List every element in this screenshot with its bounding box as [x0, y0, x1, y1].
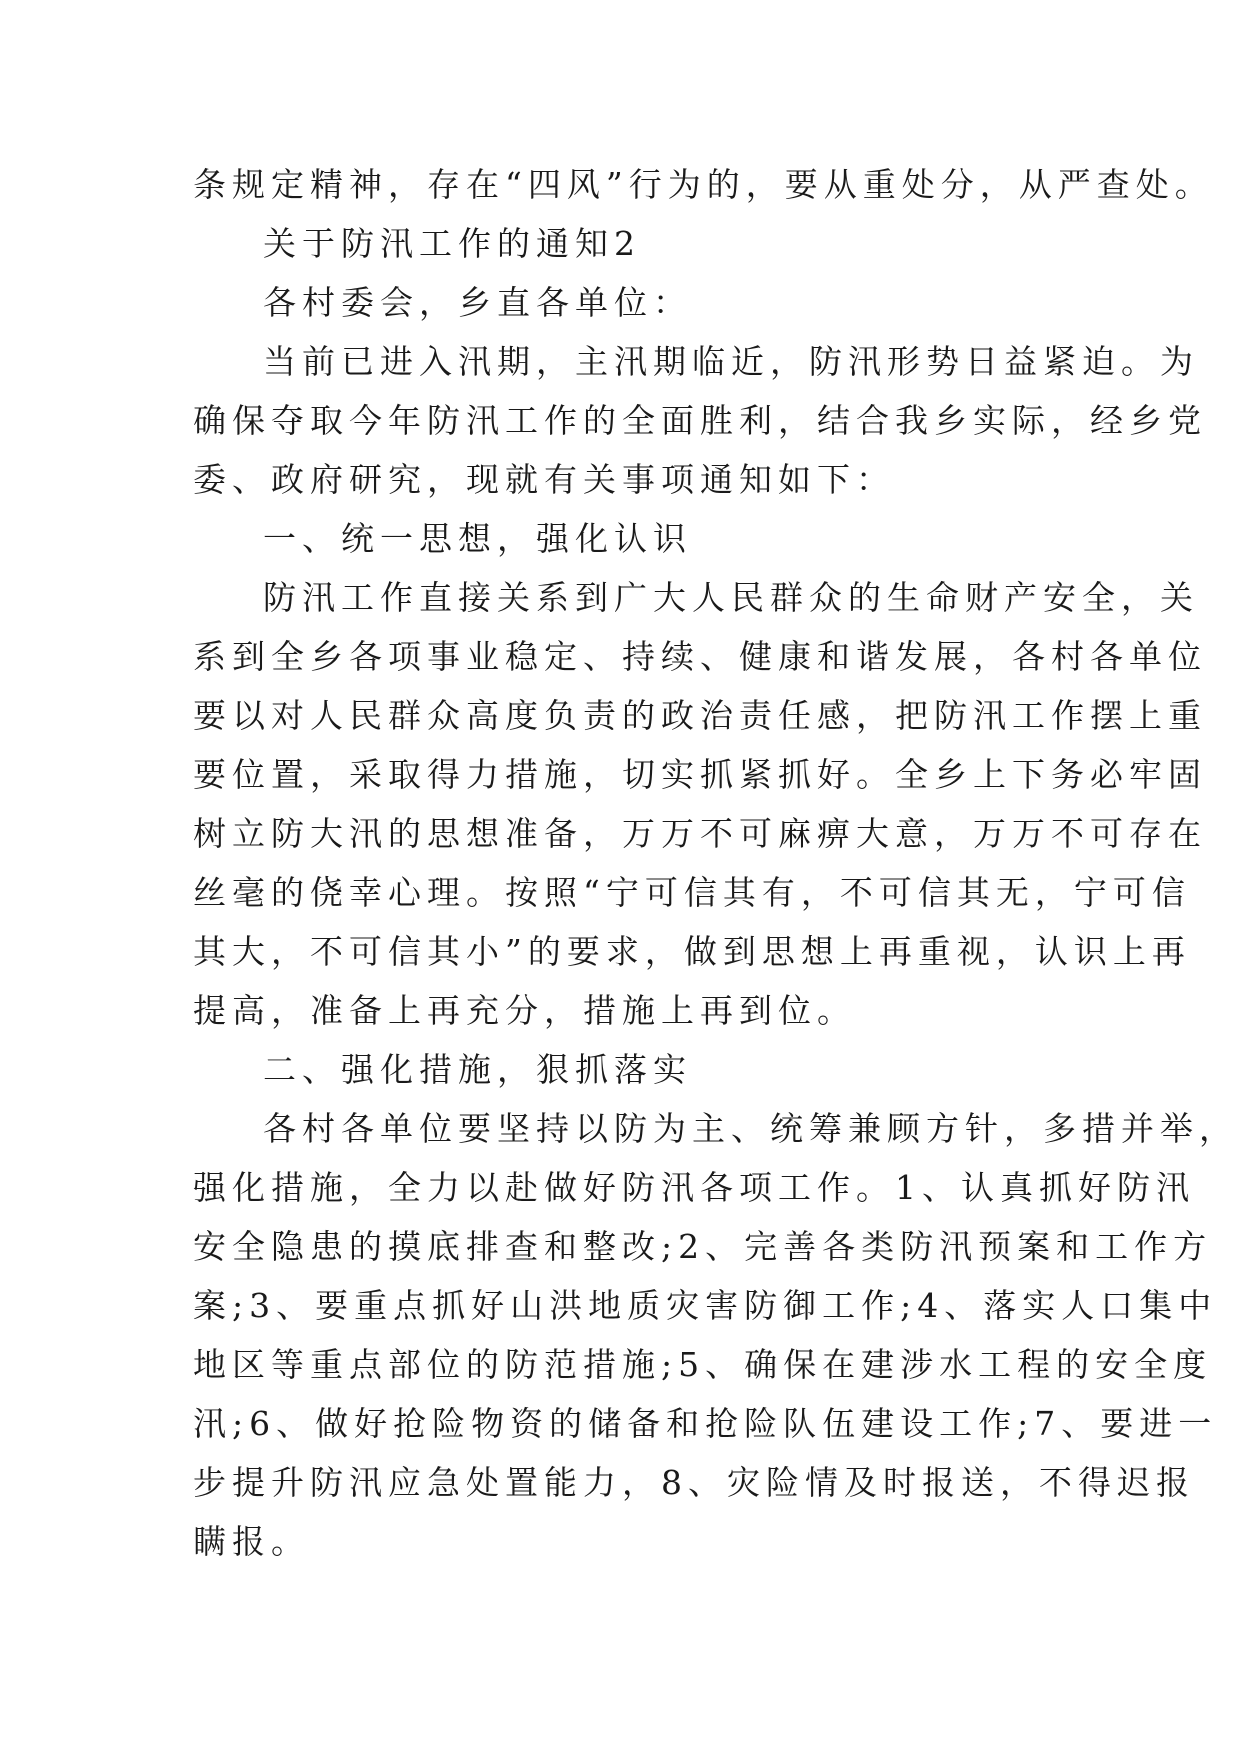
- text-line: 树立防大汛的思想准备，万万不可麻痹大意，万万不可存在: [193, 814, 1207, 853]
- text-line: 各村各单位要坚持以防为主、统筹兼顾方针，多措并举，: [263, 1109, 1238, 1148]
- text-line: 其大，不可信其小”的要求，做到思想上再重视，认识上再: [193, 932, 1191, 971]
- text-line: 确保夺取今年防汛工作的全面胜利，结合我乡实际，经乡党: [193, 401, 1207, 440]
- text-line: 委、政府研究，现就有关事项通知如下：: [193, 460, 895, 499]
- text-line: 汛;6、做好抢险物资的储备和抢险队伍建设工作;7、要进一: [193, 1404, 1218, 1443]
- text-line: 步提升防汛应急处置能力，8、灾险情及时报送，不得迟报: [193, 1463, 1195, 1502]
- text-line: 要以对人民群众高度负责的政治责任感，把防汛工作摆上重: [193, 696, 1207, 735]
- salutation: 各村委会，乡直各单位：: [263, 283, 692, 322]
- text-line: 防汛工作直接关系到广大人民群众的生命财产安全，关: [263, 578, 1199, 617]
- section-heading-2: 二、强化措施，狠抓落实: [263, 1050, 692, 1089]
- text-line: 瞒报。: [193, 1522, 310, 1561]
- text-line: 系到全乡各项事业稳定、持续、健康和谐发展，各村各单位: [193, 637, 1207, 676]
- document-body: [193, 155, 1238, 1571]
- text-line: 强化措施，全力以赴做好防汛各项工作。1、认真抓好防汛: [193, 1168, 1195, 1207]
- text-line: 案;3、要重点抓好山洪地质灾害防御工作;4、落实人口集中: [193, 1286, 1218, 1325]
- text-line: 提高，准备上再充分，措施上再到位。: [193, 991, 856, 1030]
- text-line: 当前已进入汛期，主汛期临近，防汛形势日益紧迫。为: [263, 342, 1199, 381]
- text-line: 安全隐患的摸底排查和整改;2、完善各类防汛预案和工作方: [193, 1227, 1213, 1266]
- text-line: 地区等重点部位的防范措施;5、确保在建涉水工程的安全度: [193, 1345, 1213, 1384]
- text-line: 条规定精神，存在“四风”行为的，要从重处分，从严查处。: [193, 165, 1214, 204]
- text-line: 丝毫的侥幸心理。按照“宁可信其有，不可信其无，宁可信: [193, 873, 1191, 912]
- notice-title: 关于防汛工作的通知2: [263, 224, 641, 263]
- section-heading-1: 一、统一思想，强化认识: [263, 519, 692, 558]
- text-line: 要位置，采取得力措施，切实抓紧抓好。全乡上下务必牢固: [193, 755, 1207, 794]
